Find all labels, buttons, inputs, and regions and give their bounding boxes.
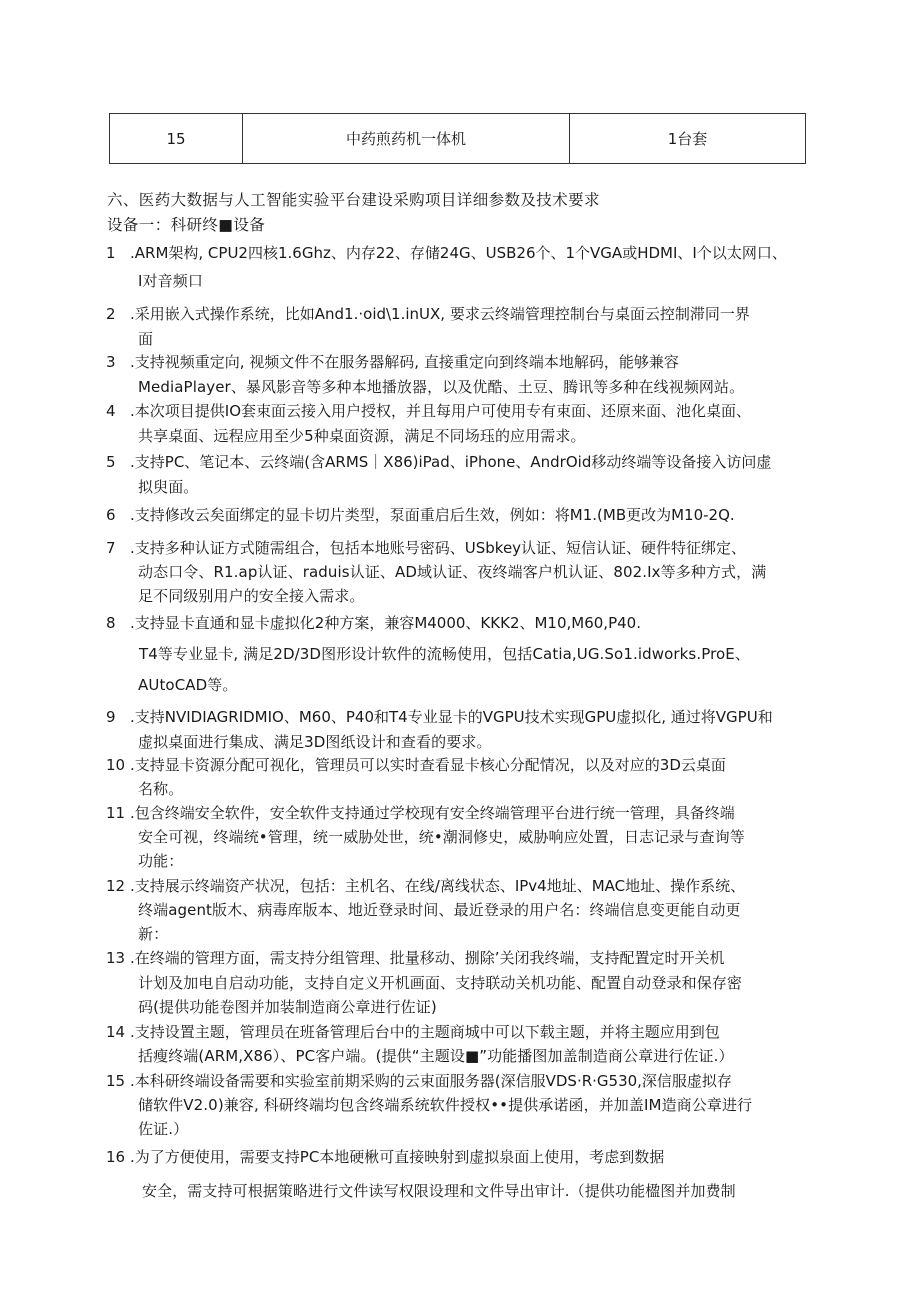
list-item <box>106 947 725 968</box>
item-continuation: I对音频口 <box>138 272 203 290</box>
item-continuation: 码(提供功能卷图并加装制造商公章进行佐证) <box>138 998 437 1016</box>
item-continuation: 储软件V2.0)兼容, 科研终端均包含终端系统软件授权••提供承诺函，并加盖IM造商公章进行 <box>138 1096 753 1114</box>
item-text: .为了方便使用，需要支持PC本地硬楸可直接映射到虚拟泉面上使用，考虑到数据 <box>130 1148 665 1166</box>
device-title: 设备一：科研终■设备 <box>107 216 266 234</box>
item-text: .支持修改云矣面绑定的显卡切片类型，泵面重启后生效，例如：将M1.(MB更改为M10-2Q. <box>130 506 735 524</box>
item-table-row <box>109 113 806 164</box>
item-continuation: AUtoCAD等。 <box>138 676 238 694</box>
item-number: 10 <box>106 756 126 774</box>
item-continuation: 新： <box>138 925 169 943</box>
list-item <box>106 612 641 633</box>
item-text: .本科研终端设备需要和实验室前期采购的云束面服务器(深信服VDS·R·G530,深信服虚拟存 <box>130 1072 732 1090</box>
item-continuation: 佐证.） <box>138 1120 189 1138</box>
list-item <box>106 504 735 525</box>
item-text: .支持显卡资源分配可视化，管理员可以实时查看显卡核心分配情况，以及对应的3D云桌面 <box>130 756 726 774</box>
list-item <box>106 351 679 372</box>
table-cell-quantity: 1台套 <box>667 130 708 148</box>
item-number: 3 <box>106 353 116 371</box>
item-text: .在终端的管理方面，需支持分组管理、批量移动、捌除’关闭我终端，支持配置定时开关机 <box>130 949 725 967</box>
item-number: 1 <box>106 244 116 262</box>
list-item <box>106 1021 720 1042</box>
item-continuation: MediaPlayer、暴风影音等多种本地播放器，以及优酷、土豆、腾讯等多种在线视频网站。 <box>138 378 745 396</box>
list-item <box>106 303 750 324</box>
list-item <box>106 537 746 558</box>
item-number: 4 <box>106 402 116 420</box>
item-continuation: 虚拟桌面进行集成、满足3D图纸设计和查看的要求。 <box>138 733 492 751</box>
list-item <box>106 802 735 823</box>
list-item <box>106 400 751 421</box>
item-text: .支持显卡直通和显卡虚拟化2种方案，兼容M4000、KKK2、M10,M60,P40. <box>130 614 641 632</box>
list-item <box>106 242 787 263</box>
item-number: 12 <box>106 877 126 895</box>
section-title: 六、医药大数据与人工智能实验平台建设采购项目详细参数及技术要求 <box>107 191 600 209</box>
item-number: 9 <box>106 708 116 726</box>
item-text: .ARM架构, CPU2四核1.6Ghz、内存22、存储24G、USB26个、1个VGA或HDMI、I个以太网口、 <box>130 244 787 262</box>
item-text: .采用嵌入式操作系统，比如And1.·oid\1.inUX, 要求云终端管理控制台与桌面云控制滞同一界 <box>130 305 750 323</box>
item-continuation: 名称。 <box>138 780 184 798</box>
item-continuation: 安全，需支持可根据策略进行文件读写权限设理和文件导出审计.（提供功能楹图并加费制 <box>142 1182 736 1200</box>
item-continuation: 拟臾面。 <box>138 478 199 496</box>
item-continuation: 终端agent版木、病毒库版本、地近登录时间、最近登录的用户名：终端信息变更能自动更 <box>138 901 741 919</box>
item-continuation: 功能： <box>138 852 184 870</box>
item-number: 6 <box>106 506 116 524</box>
item-text: .支持展示终端资产状况，包括：主机名、在线/离线状态、IPv4地址、MAC地址、操作系统、 <box>130 877 746 895</box>
item-number: 5 <box>106 453 116 471</box>
item-number: 14 <box>106 1023 126 1041</box>
item-continuation: 面 <box>138 330 154 348</box>
list-item <box>106 706 773 727</box>
list-item <box>106 451 771 472</box>
item-continuation: 共享桌面、远程应用至少5种桌面资源，满足不同场珏的应用需求。 <box>138 427 586 445</box>
item-text: .支持NVIDIAGRIDMIO、M60、P40和T4专业显卡的VGPU技术实现GPU虚拟化, 通过将VGPU和 <box>130 708 773 726</box>
list-item <box>106 1070 732 1091</box>
item-text: .包含终端安全软件，安全软件支持通过学校现有安全终端管理平台进行统一管理，具备终端 <box>130 804 735 822</box>
item-number: 15 <box>106 1072 126 1090</box>
item-text: .本次项目提供IO套束面云接入用户授权，并且每用户可使用专有束面、还原来面、池化桌面、 <box>130 402 752 420</box>
item-continuation: 足不同级别用户的安全接入需求。 <box>138 587 365 605</box>
table-cell-name: 中药煎药机一体机 <box>243 114 570 163</box>
item-text: .支持视频重定向, 视频文件不在服务器解码, 直接重定向到终端本地解码，能够兼容 <box>130 353 679 371</box>
list-item <box>106 1146 664 1167</box>
item-text: .支持PC、笔记本、云终端(含ARMS｜X86)iPad、iPhone、AndrOid移动终端等设备接入访问虚 <box>130 453 772 471</box>
item-continuation: 动态口令、R1.ap认证、raduis认证、AD域认证、夜终端客户机认证、802.Ix等多种方式，满 <box>138 563 767 581</box>
item-number: 7 <box>106 539 116 557</box>
item-continuation: 计划及加电自启动功能，支持自定义开机画面、支持联动关机功能、配置自动登录和保存密 <box>138 974 743 992</box>
list-item <box>106 754 726 775</box>
item-number: 11 <box>106 804 126 822</box>
table-cell-number: 15 <box>110 114 243 163</box>
item-text: .支持设置主题，管理员在班备管理后台中的主题商城中可以下载主题，并将主题应用到包 <box>130 1023 720 1041</box>
item-continuation: 安全可视，终端统•管理，统一威胁处世，统•潮洞修史，威胁响应处置，日志记录与查询等 <box>138 828 745 846</box>
item-number: 13 <box>106 949 126 967</box>
item-number: 8 <box>106 614 116 632</box>
item-text: .支持多种认证方式随需组合，包括本地账号密码、USbkey认证、短信认证、硬件特征绑定、 <box>130 539 747 557</box>
item-number: 2 <box>106 305 116 323</box>
item-continuation: T4等专业显卡, 满足2D/3D图形设计软件的流畅使用，包括Catia,UG.So1.idworks.ProE、 <box>139 645 750 663</box>
item-continuation: 括瘦终端(ARM,X86）、PC客户端。(提供“主题设■”功能播图加盖制造商公章进行佐证.） <box>138 1047 734 1065</box>
item-number: 16 <box>106 1148 126 1166</box>
list-item <box>106 875 745 896</box>
